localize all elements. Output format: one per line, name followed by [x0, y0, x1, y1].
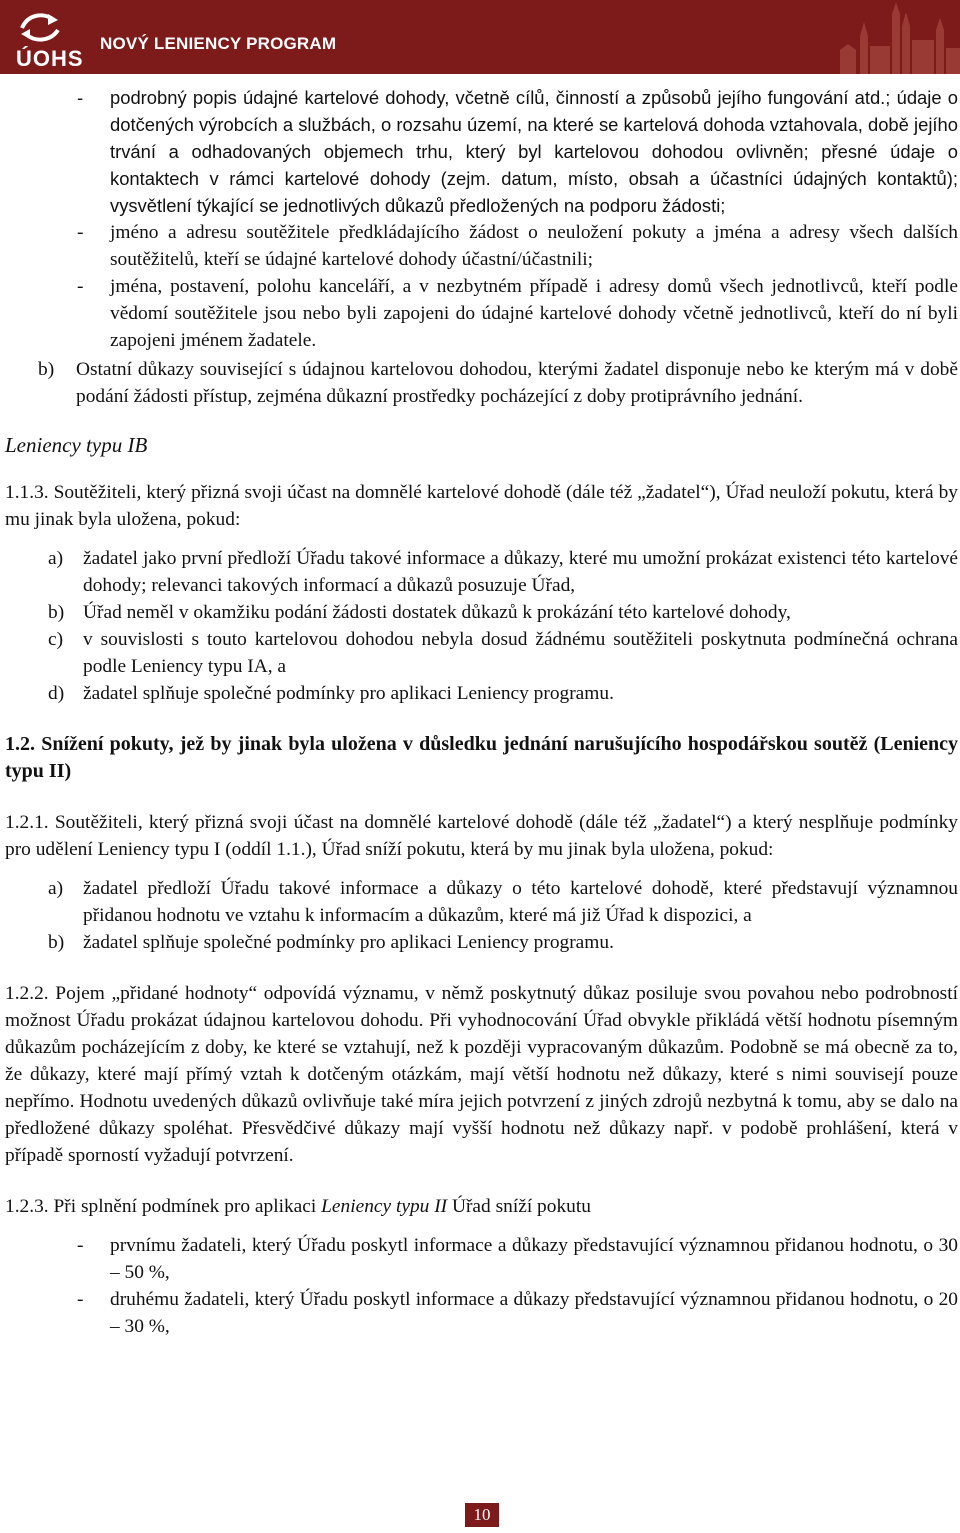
uohs-emblem-icon — [18, 8, 62, 44]
list-marker: b) — [48, 602, 65, 623]
list-item-text: Ostatní důkazy související s údajnou kartelovou dohodou, kterými žadatel disponuje nebo ke kterým má v době podání žádosti přístup, zejména důkazní prostředky pocházející z doby protiprávního jednání. — [76, 359, 958, 407]
document-body — [5, 84, 958, 1340]
list-item — [5, 1286, 958, 1340]
list-marker: d) — [48, 683, 65, 704]
list-item-text: prvnímu žadateli, který Úřadu poskytl informace a důkazy představující významnou přidanou hodnotu, o 30 – 50 %, — [110, 1235, 958, 1283]
list-item — [5, 599, 958, 626]
list-item — [5, 680, 958, 707]
list-item — [5, 929, 958, 956]
paragraph-1-2-2: 1.2.2. Pojem „přidané hodnoty“ odpovídá významu, v němž poskytnutý důkaz posiluje svou povahou nebo podrobností možnost Úřadu prokázat údajnou kartelovou dohodu. Při vyhodnocování Úřad obvykle přikládá větší hodnotu písemným důkazům pocházejícím z doby, ke které se vztahují, než k později vypracovaným důkazům. Podobně se má obecně za to, že důkazy, které mají přímý vztah k dotčeným otázkám, mají větší hodnotu než důkazy, které s nimi souvisejí pouze nepřímo. Hodnotu uvedených důkazů ovlivňuje také míra jejich potvrzení z jiných zdrojů nezbytná k tomu, aby se dalo na předložené důkazy spoléhat. Přesvědčivé důkazy mají vyšší hodnotu než důkazy např. v podobě prohlášení, která v případě sporností vyžadují potvrzení. — [5, 983, 958, 1166]
paragraph-1-2-1: 1.2.1. Soutěžiteli, který přizná svoji účast na domnělé kartelové dohodě (dále též „žadatel“) a který nesplňuje podmínky pro udělení Leniency typu I (oddíl 1.1.), Úřad sníží pokutu, která by mu jinak byla uložena, pokud: — [5, 812, 958, 860]
heading-1-2: 1.2. Snížení pokuty, jež by jinak byla uložena v důsledku jednání narušujícího hospodářskou soutěž (Leniency typu II) — [5, 733, 958, 782]
list-item-text: jméno a adresu soutěžitele předkládajícího žádost o neuložení pokuty a jména a adresy všech dalších soutěžitelů, kteří se údajné kartelové dohody účastní/účastnili; — [110, 222, 958, 270]
heading-leniency-ib: Leniency typu IB — [5, 433, 148, 457]
list-item — [5, 219, 958, 273]
list-marker: b) — [48, 932, 65, 953]
list-item — [5, 1232, 958, 1286]
list-item — [5, 545, 958, 599]
list-1-2-3 — [5, 1232, 958, 1340]
paragraph-1-1-3: 1.1.3. Soutěžiteli, který přizná svoji účast na domnělé kartelové dohodě (dále též „žadatel“), Úřad neuloží pokutu, která by mu jinak byla uložena, pokud: — [5, 482, 958, 530]
list-item — [5, 84, 958, 219]
list-marker: - — [77, 1289, 84, 1310]
list-item-text: druhému žadateli, který Úřadu poskytl informace a důkazy představující významnou přidanou hodnotu, o 20 – 30 %, — [110, 1289, 958, 1337]
program-title: NOVÝ LENIENCY PROGRAM — [100, 34, 337, 53]
list-marker: - — [77, 222, 84, 243]
paragraph-1-2-3 — [5, 1193, 958, 1220]
list-item-text: v souvislosti s touto kartelovou dohodou nebyla dosud žádnému soutěžiteli poskytnuta podmínečná ochrana podle Leniency typu IA, a — [83, 629, 958, 677]
list-marker: a) — [48, 548, 64, 569]
list-item-text: jména, postavení, polohu kanceláří, a v nezbytném případě i adresy domů všech jednotlivců, kteří podle vědomí soutěžitele jsou nebo byli zapojeni do údajné kartelové dohody včetně jednotlivců, kteří do ní byli zapojeni jménem žadatele. — [110, 276, 958, 351]
list-1-1-3 — [5, 545, 958, 707]
paragraph-italic: Leniency typu II — [321, 1196, 448, 1217]
header-banner — [0, 0, 960, 74]
paragraph-prefix: 1.2.3. Při splnění podmínek pro aplikaci — [5, 1196, 322, 1217]
list-item-text: žadatel splňuje společné podmínky pro aplikaci Leniency programu. — [83, 683, 614, 704]
uohs-logo — [8, 6, 88, 70]
list-marker: c) — [48, 629, 64, 650]
list-item-text: žadatel předloží Úřadu takové informace a důkazy o této kartelové dohodě, které představují významnou přidanou hodnotu ve vztahu k informacím a důkazům, které má již Úřad k dispozici, a — [83, 878, 958, 926]
list-marker: - — [77, 276, 84, 297]
list-item — [5, 626, 958, 680]
list-1-2-1 — [5, 875, 958, 956]
list-item-text: podrobný popis údajné kartelové dohody, včetně cílů, činností a způsobů jejího fungování atd.; údaje o dotčených výrobcích a službách, o rozsahu území, na které se kartelová dohoda vztahovala, době jejího trvání a odhadovaných objemech trhu, který byl kartelovou dohodou ovlivněn; přesné údaje o kontaktech v rámci kartelové dohody (zejm. datum, místo, obsah a účastníci údajných kontaktů); vysvětlení týkající se jednotlivých důkazů předložených na podporu žádosti; — [110, 87, 958, 216]
list-marker: - — [77, 1235, 84, 1256]
list-item-text: žadatel splňuje společné podmínky pro aplikaci Leniency programu. — [83, 932, 614, 953]
paragraph-suffix: Úřad sníží pokutu — [447, 1196, 591, 1217]
list-marker: a) — [48, 878, 64, 899]
list-item — [5, 273, 958, 354]
list-item-b — [5, 356, 958, 410]
castle-silhouette-icon — [830, 0, 960, 74]
list-item-text: Úřad neměl v okamžiku podání žádosti dostatek důkazů k prokázání této kartelové dohody, — [83, 602, 791, 623]
list-marker: - — [77, 87, 84, 108]
list-marker: b) — [38, 359, 55, 380]
page-number: 10 — [465, 1503, 499, 1527]
logo-text: ÚOHS — [16, 46, 84, 71]
list-item — [5, 875, 958, 929]
list-item-text: žadatel jako první předloží Úřadu takové informace a důkazy, které mu umožní prokázat existenci této kartelové dohody; relevanci takových informací a důkazů posuzuje Úřad, — [83, 548, 958, 596]
